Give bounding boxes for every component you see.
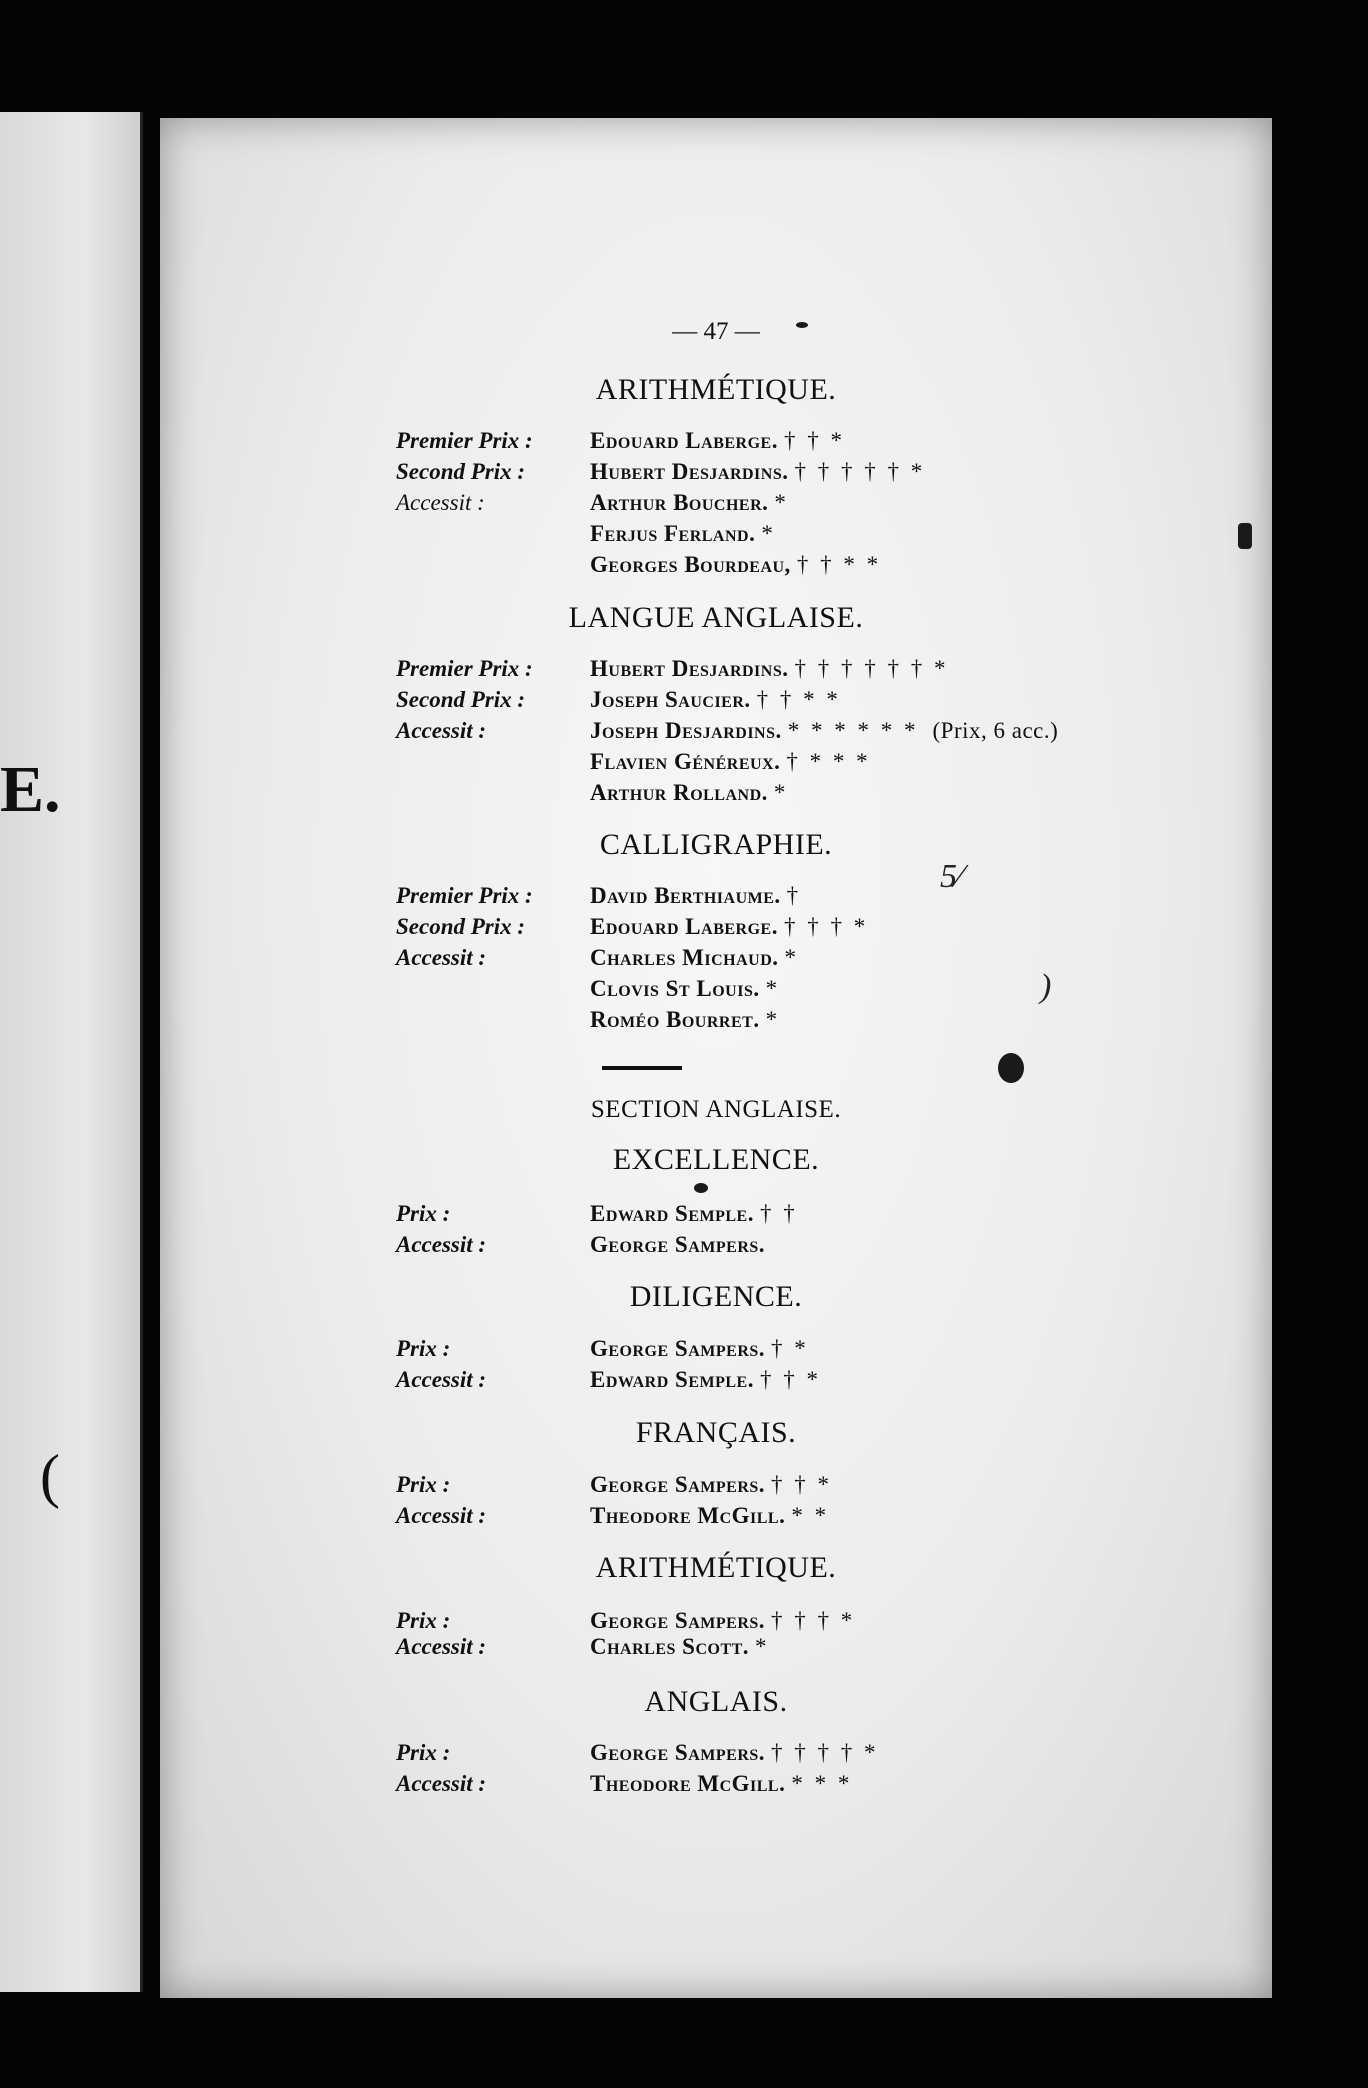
section-heading-section-anglaise: SECTION ANGLAISE. <box>590 1096 842 1123</box>
student-name: Joseph Saucier. † † * * <box>590 687 841 712</box>
award-label: Accessit : <box>396 490 485 515</box>
distinction-marks: * * * * * * <box>787 718 919 743</box>
distinction-marks: * <box>773 780 789 805</box>
distinction-marks: * <box>755 1634 770 1659</box>
student-name: George Sampers. <box>590 1232 766 1257</box>
distinction-marks: † † † * <box>783 914 869 939</box>
student-name: David Berthiaume. † <box>590 883 802 908</box>
student-name: Hubert Desjardins. † † † † † * <box>590 459 926 484</box>
distinction-marks: * * * <box>791 1771 853 1796</box>
section-heading-excellence: EXCELLENCE. <box>612 1143 820 1176</box>
document-page <box>160 118 1272 1998</box>
distinction-marks: † † * <box>771 1472 833 1497</box>
student-name: Theodore McGill. * * <box>590 1503 830 1528</box>
section-heading-anglais: ANGLAIS. <box>644 1685 788 1718</box>
student-name: Joseph Desjardins. * * * * * * (Prix, 6 acc.) <box>590 718 1059 743</box>
student-name: Edouard Laberge. † † † * <box>590 914 869 939</box>
ink-blot <box>998 1053 1024 1083</box>
award-label: Accessit : <box>396 945 487 970</box>
distinction-marks: † † * * <box>756 687 841 712</box>
left-page-edge <box>0 112 143 1992</box>
distinction-marks: * <box>765 1007 781 1032</box>
distinction-marks: * <box>765 976 781 1001</box>
award-label: Prix : <box>396 1472 451 1497</box>
award-label: Accessit : <box>396 1634 487 1659</box>
distinction-marks: † * * * <box>786 749 871 774</box>
distinction-marks: † † † † † † * <box>794 656 949 681</box>
student-name: Charles Scott. * <box>590 1634 770 1659</box>
award-note: (Prix, 6 acc.) <box>932 718 1059 743</box>
pencil-mark: 5⁄ <box>940 858 963 895</box>
distinction-marks: † † * * <box>796 552 882 577</box>
award-label: Second Prix : <box>396 687 526 712</box>
student-name: Edward Semple. † † <box>590 1201 798 1226</box>
distinction-marks: † † * <box>759 1367 821 1392</box>
student-name: Theodore McGill. * * * <box>590 1771 853 1796</box>
award-label: Prix : <box>396 1201 451 1226</box>
pencil-mark: ) <box>1040 968 1052 1005</box>
section-heading-diligence: DILIGENCE. <box>629 1280 803 1313</box>
award-label: Accessit : <box>396 718 487 743</box>
distinction-marks: † † † * <box>771 1608 856 1633</box>
student-name: Georges Bourdeau, † † * * <box>590 552 882 577</box>
distinction-marks: † † * <box>783 428 845 453</box>
section-heading-arithmetique: ARITHMÉTIQUE. <box>595 373 837 406</box>
student-name: Ferjus Ferland. * <box>590 521 776 546</box>
distinction-marks: * * <box>791 1503 830 1528</box>
award-label: Accessit : <box>396 1503 487 1528</box>
student-name: Clovis St Louis. * <box>590 976 781 1001</box>
distinction-marks: * <box>784 945 800 970</box>
student-name: George Sampers. † † * <box>590 1472 833 1497</box>
distinction-marks: † <box>786 883 802 908</box>
distinction-marks: † † <box>759 1201 798 1226</box>
section-divider <box>602 1066 682 1070</box>
award-label: Premier Prix : <box>396 883 533 908</box>
left-page-letter: E. <box>0 753 61 826</box>
section-heading-arithmetique-anglaise: ARITHMÉTIQUE. <box>595 1551 837 1584</box>
award-label: Accessit : <box>396 1771 487 1796</box>
award-label: Premier Prix : <box>396 428 533 453</box>
section-heading-calligraphie: CALLIGRAPHIE. <box>599 828 833 861</box>
distinction-marks: † † † † † * <box>794 459 926 484</box>
student-name: Arthur Rolland. * <box>590 780 789 805</box>
student-name: Roméo Bourret. * <box>590 1007 781 1032</box>
award-label: Second Prix : <box>396 459 526 484</box>
section-heading-langue-anglaise: LANGUE ANGLAISE. <box>568 601 864 634</box>
award-label: Accessit : <box>396 1367 487 1392</box>
student-name: Charles Michaud. * <box>590 945 800 970</box>
award-label: Prix : <box>396 1336 451 1361</box>
ink-blot <box>1238 523 1252 549</box>
student-name: George Sampers. † * <box>590 1336 809 1361</box>
distinction-marks: † * <box>771 1336 809 1361</box>
distinction-marks: † † † † * <box>771 1740 879 1765</box>
page-number: — 47 — <box>672 318 760 345</box>
distinction-marks: * <box>761 521 776 546</box>
student-name: Edouard Laberge. † † * <box>590 428 845 453</box>
award-label: Premier Prix : <box>396 656 533 681</box>
student-name: Hubert Desjardins. † † † † † † * <box>590 656 949 681</box>
award-label: Accessit : <box>396 1232 487 1257</box>
ink-blot <box>796 322 808 328</box>
section-heading-francais: FRANÇAIS. <box>635 1416 797 1449</box>
student-name: George Sampers. † † † † * <box>590 1740 879 1765</box>
award-label: Second Prix : <box>396 914 526 939</box>
student-name: Arthur Boucher. * <box>590 490 789 515</box>
distinction-marks: * <box>774 490 789 515</box>
ink-blot <box>694 1183 708 1193</box>
award-label: Prix : <box>396 1740 451 1765</box>
award-label: Prix : <box>396 1608 451 1633</box>
student-name: Edward Semple. † † * <box>590 1367 821 1392</box>
left-page-mark: ( <box>40 1443 60 1509</box>
student-name: George Sampers. † † † * <box>590 1608 856 1633</box>
student-name: Flavien Généreux. † * * * <box>590 749 871 774</box>
